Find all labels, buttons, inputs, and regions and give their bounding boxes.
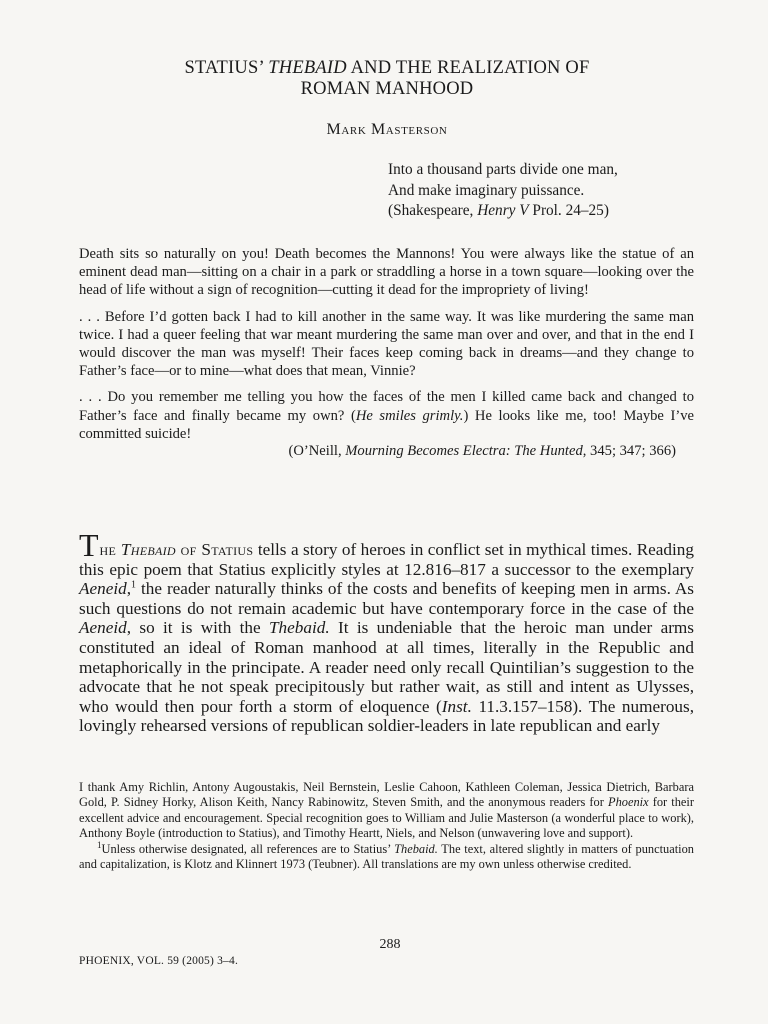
- footnote-1: [79, 842, 694, 873]
- epigraph-paragraph: [79, 388, 694, 443]
- epigraph-text: . . . Do you remember me telling you how the faces of the men I killed came back and changed to Father’s face and finally became my own? (: [79, 389, 694, 424]
- epigraph-citation: [79, 442, 694, 460]
- article-title: [0, 58, 768, 100]
- lead-in: [100, 540, 254, 559]
- citation-text: Prol. 24–25): [528, 202, 609, 219]
- title-text: AND THE REALIZATION OF: [346, 58, 590, 78]
- body-text-run: It is undeniable that the heroic man under arms constituted an ideal of Roman manhood at all times, literally in the Republic and metaphorically in the principate. A reader need only recall Quintilian’s suggestion to the advocate that he not speak precipitously but rather wait, as still and intent as Ulysses, who would then pour forth a storm of eloquence (: [79, 618, 694, 716]
- acknowledgement-note: [79, 780, 694, 841]
- lead-in-text: of Statius: [175, 540, 254, 559]
- footnote-text: The text, altered slightly in matters of punctuation and capitalization, is Klotz and Klinnert 1973 (Teubner). All translations are my own unless otherwise credited.: [79, 842, 694, 872]
- epigraph-line: Into a thousand parts divide one man,: [388, 161, 618, 178]
- lead-in-italic: Thebaid: [120, 540, 176, 559]
- body-text-run: the reader naturally thinks of the costs and benefits of keeping men in arms. As such questions do not remain academic but have contemporary force in the case of the: [79, 579, 694, 618]
- work-title: Aeneid: [79, 579, 127, 599]
- lead-in-text: he: [99, 540, 121, 559]
- epigraph-paragraph: . . . Before I’d gotten back I had to kill another in the same way. It was like murdering the same man twice. I had a queer feeling that war meant murdering the same man over and over, and that in the end I would discover the man was myself! Their faces keep coming back in dreams—and they change to Father’s face—or to mine—what does that mean, Vinnie?: [79, 308, 694, 380]
- citation-text: , 345; 347; 366): [582, 443, 676, 460]
- journal-title: Phoenix: [608, 795, 649, 810]
- body-text-run: , so it is with the: [126, 618, 269, 638]
- work-title: Inst.: [441, 696, 472, 716]
- epigraph-paragraph: Death sits so naturally on you! Death becomes the Mannons! You were always like the statue of an eminent dead man—sitting on a chair in a park or straddling a horse in a town square—looking over the head of life without a sign of recognition—cutting it dead for the impropriety of living!: [79, 246, 694, 299]
- journal-citation: PHOENIX, VOL. 59 (2005) 3–4.: [79, 955, 239, 967]
- page-number: 288: [379, 937, 401, 952]
- citation-text: (O’Neill,: [288, 443, 346, 460]
- epigraph-shakespeare: [388, 160, 718, 222]
- epigraph-line: And make imaginary puissance.: [388, 181, 585, 199]
- work-title: Thebaid.: [394, 842, 438, 857]
- footnotes: [79, 780, 694, 873]
- footnote-number: 1: [97, 840, 102, 851]
- body-text-run: tells a story of heroes in conflict set in mythical times. Reading this epic poem that Statius explicitly styles at 12.816–817 a successor to the exemplary: [79, 540, 694, 579]
- epigraph-text: ) He looks like me, too! Maybe I’ve committed suicide!: [79, 407, 694, 442]
- citation-work: Henry V: [477, 202, 529, 219]
- title-line-2: ROMAN MANHOOD: [300, 79, 474, 99]
- author-name: Mark Masterson: [326, 121, 448, 138]
- epigraph-citation: [388, 201, 718, 222]
- body-text-run: 11.3.157–158). The numerous, lovingly rehearsed versions of republican soldier-leaders in late republican and early: [79, 696, 695, 736]
- footnote-marker[interactable]: 1: [131, 579, 137, 591]
- footnote-text: for their excellent advice and encouragement. Special recognition goes to William and Julie Masterson (a wonderful place to work), Anthony Boyle (introduction to Statius), and Timothy Heartt, Niels, and Nelson (unwavering love and support).: [79, 795, 694, 840]
- citation-work: Mourning Becomes Electra: The Hunted: [345, 443, 583, 460]
- drop-cap: T: [79, 527, 100, 563]
- work-title: Aeneid: [79, 618, 127, 638]
- citation-text: (Shakespeare,: [388, 202, 478, 219]
- title-italic: THEBAID: [268, 58, 347, 78]
- work-title: Thebaid.: [268, 618, 330, 638]
- stage-direction: He smiles grimly.: [355, 407, 464, 424]
- epigraph-oneill: [79, 245, 694, 468]
- body-text: [79, 527, 695, 736]
- footnote-text: Unless otherwise designated, all references are to Statius’: [101, 842, 395, 857]
- body-paragraph: The Thebaid of Statius tells a story of heroes in conflict set in mythical times. Reading this epic poem that Statius explicitly styles at 12.816–817 a successor to the exemplary Aeneid,$^1$ the reader naturally thinks of the costs and benefits of keeping men in arms. As such questions do not remain academic but have contemporary force in the case of the Aeneid, so it is with the Thebaid. It is undeniable that the heroic man under arms constituted an ideal of Roman manhood at all times, literally in the Republic and metaphorically in the principate. A reader need only recall Quintilian’s suggestion to the advocate that he not speak precipitously but rather wait, as still and intent as Ulysses, who would then pour forth a storm of eloquence (Inst. 11.3.157–158). The numerous, lovingly rehearsed versions of republican soldier-leaders in late republican and early: [79, 527, 695, 736]
- title-text: STATIUS’: [184, 58, 269, 78]
- footnote-text: I thank Amy Richlin, Antony Augoustakis, Neil Bernstein, Leslie Cahoon, Kathleen Coleman, Jessica Dietrich, Barbara Gold, P. Sidney Horky, Alison Keith, Nancy Rabinowitz, Steven Smith, and the anonymous readers for: [79, 780, 694, 810]
